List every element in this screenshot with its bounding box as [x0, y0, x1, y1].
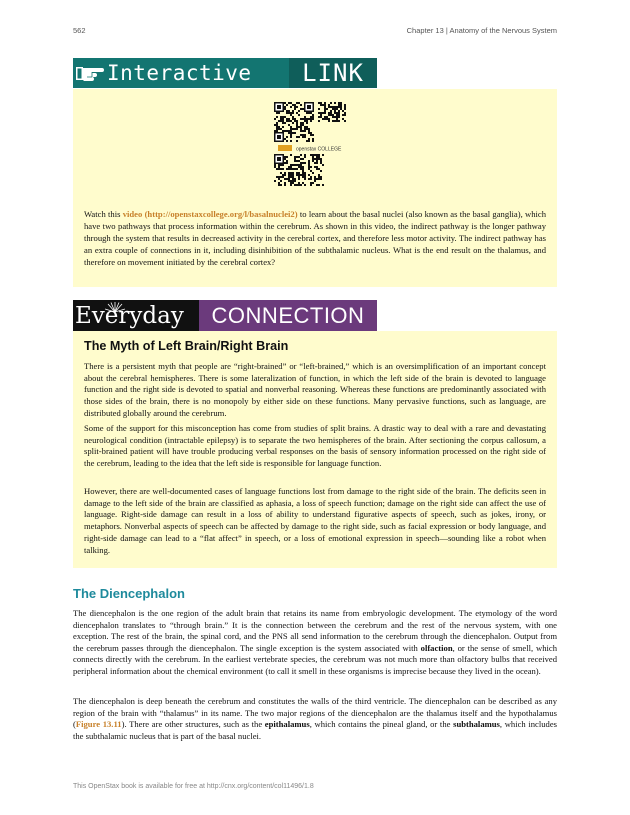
feature-title: The Myth of Left Brain/Right Brain	[84, 339, 289, 353]
chapter-title: Chapter 13 | Anatomy of the Nervous System	[406, 26, 557, 35]
everyday-connection-box	[73, 331, 557, 568]
interactive-link-box	[73, 89, 557, 287]
feature-paragraph-1: There is a persistent myth that people are “right-brained” or “left-brained,” which is an oversimplification of an important concept about the cerebral hemispheres. There is some lateralization of function, in which the left side of the brain is devoted to language function and the right side is devoted to spatial and nonverbal reasoning. Whereas these functions are predominantly associated with those sides of the brain, there is no monopoly by either side on these functions. Many pervasive functions, such as language, are distributed globally around the cerebrum.	[84, 361, 546, 418]
running-head	[73, 26, 557, 38]
feature-paragraph-3: However, there are well-documented cases of language functions lost from damage to the right side of the brain. The deficits seen in damage to the left side of the brain are classified as aphasia, a loss of speech function; damage on the right side can affect the use of language. Right-side damage can result in a loss of ability to understand figurative aspects of speech, such as jokes, irony, or metaphors. Nonverbal aspects of speech can be affected by damage to the right side, such as facial expression or body language, and right-side damage can lead to a “flat affect” in speech, or a loss of emotional expression in speech—sounding like a robot when talking.	[84, 486, 546, 555]
banner-interactive: Interactive	[107, 61, 252, 85]
page-number: 562	[73, 26, 86, 35]
interactive-link-banner	[73, 58, 377, 88]
feature-paragraph-2: Some of the support for this misconception has come from studies of split brains. A drastic way to deal with a rare and devastating neurological condition (intractable epilepsy) is to separate the two hemispheres of the brain. After sectioning the corpus callosum, a split-brained patient will have trouble producing verbal responses on the basis of sensory information processed on the right side of the cerebrum, leading to the idea that the left side is responsible for language function.	[84, 423, 546, 469]
qr-code[interactable]	[274, 102, 356, 186]
term-olfaction: olfaction	[420, 642, 453, 653]
term-epithalamus: epithalamus	[264, 719, 310, 730]
interactive-link-text: Watch this video (http://openstaxcollege.org/l/basalnuclei2) to learn about the basal nuclei (also known as the basal ganglia), which have two pathways that process information within the cerebrum. As shown in this video, the indirect pathway is the longer pathway through the system that results in decreased activity in the cerebral cortex, and therefore less motor activity. The indirect pathway has an extra couple of connections in it, including disinhibition of the subthalamic nucleus. What is the end result on the thalamus, and therefore on movement initiated by the cerebral cortex?	[84, 208, 547, 267]
video-link[interactable]: video (http://openstaxcollege.org/l/basalnuclei2)	[122, 208, 298, 219]
term-subthalamus: subthalamus	[453, 719, 500, 730]
figure-link[interactable]: Figure 13.11	[75, 719, 122, 730]
banner-link: LINK	[302, 59, 364, 87]
banner-connection: CONNECTION	[211, 302, 365, 328]
qr-caption: openstax COLLEGE	[296, 146, 342, 153]
body-paragraph-1: The diencephalon is the one region of the adult brain that retains its name from embryologic development. The etymology of the word diencephalon translates to “through brain.” It is the connection between the cerebrum and the rest of the nervous system, with one exception. The rest of the brain, the spinal cord, and the PNS all send information to the cerebrum through the diencephalon. Output from the cerebrum passes through the diencephalon. The single exception is the system associated with olfaction, or the sense of smell, which connects directly with the cerebrum. In the earliest vertebrate species, the cerebrum was not much more than olfactory bulbs that received peripheral information about the chemical environment (to call it smell in these organisms is imprecise because they lived in the ocean).	[73, 608, 557, 676]
footer: This OpenStax book is available for free at http://cnx.org/content/col11496/1.8	[73, 783, 314, 790]
pointing-hand-icon	[73, 58, 107, 88]
banner-everyday: Everyday	[75, 302, 184, 329]
section-heading: The Diencephalon	[73, 586, 185, 601]
body-paragraph-2: The diencephalon is deep beneath the cerebrum and constitutes the walls of the third ventricle. The diencephalon can be described as any region of the brain with “thalamus” in its name. The two major regions of the diencephalon are the thalamus itself and the hypothalamus (Figure 13.11). There are other structures, such as the epithalamus, which contains the pineal gland, or the subthalamus, which includes the subthalamic nucleus that is part of the basal nuclei.	[73, 696, 557, 741]
everyday-connection-banner	[73, 300, 377, 331]
